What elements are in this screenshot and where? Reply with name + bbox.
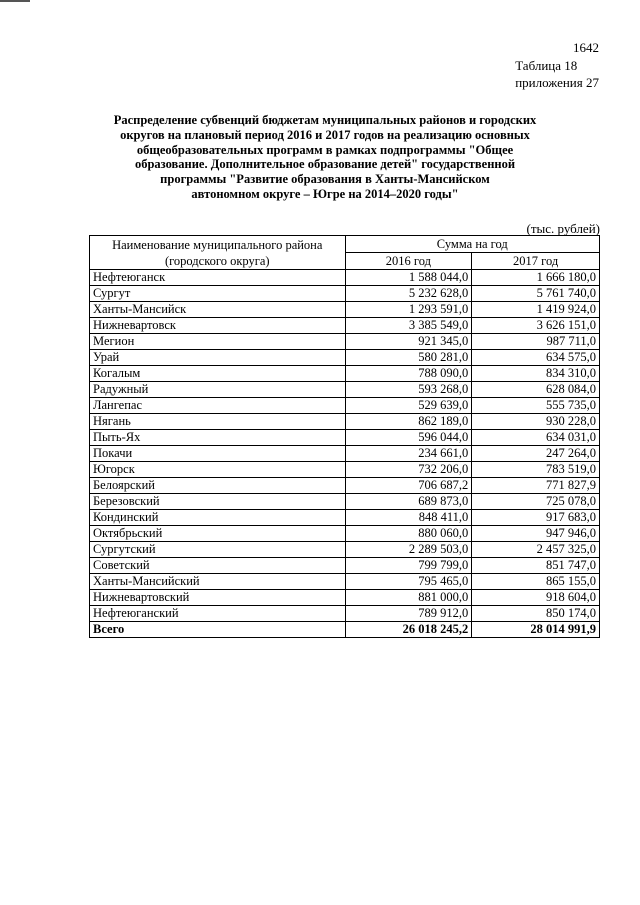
- table-row: [90, 510, 600, 526]
- table-row: [90, 318, 600, 334]
- table-label: Таблица 18: [515, 58, 578, 73]
- value-2016: 234 661,0: [345, 446, 472, 462]
- table-body: [90, 270, 600, 638]
- municipality-name: Березовский: [90, 494, 346, 510]
- value-2016: 3 385 549,0: [345, 318, 472, 334]
- municipality-name: Когалым: [90, 366, 346, 382]
- table-row: [90, 286, 600, 302]
- value-2017: 634 031,0: [472, 430, 600, 446]
- title-line: общеобразовательных программ в рамках подпрограммы "Общее: [136, 142, 514, 157]
- value-2017: 850 174,0: [472, 606, 600, 622]
- value-2016: 5 232 628,0: [345, 286, 472, 302]
- value-2016: 529 639,0: [345, 398, 472, 414]
- value-2017: 725 078,0: [472, 494, 600, 510]
- value-2017: 634 575,0: [472, 350, 600, 366]
- table-row: [90, 462, 600, 478]
- value-2016: 1 588 044,0: [345, 270, 472, 286]
- table-row: [90, 526, 600, 542]
- table-row: [90, 590, 600, 606]
- municipality-name: Радужный: [90, 382, 346, 398]
- value-2016: 881 000,0: [345, 590, 472, 606]
- value-2016: 880 060,0: [345, 526, 472, 542]
- value-2017: 628 084,0: [472, 382, 600, 398]
- value-2016: 788 090,0: [345, 366, 472, 382]
- municipality-name: Мегион: [90, 334, 346, 350]
- table-row: [90, 494, 600, 510]
- value-2016: 596 044,0: [345, 430, 472, 446]
- table-row: [90, 478, 600, 494]
- municipality-name: Пыть-Ях: [90, 430, 346, 446]
- amount-column-header: Сумма на год: [345, 236, 599, 253]
- municipality-column-header: Наименование муниципального района (городского округа): [90, 236, 346, 270]
- table-row: [90, 446, 600, 462]
- value-2017: 851 747,0: [472, 558, 600, 574]
- table-reference: [515, 57, 599, 91]
- municipality-name: Нефтеюганск: [90, 270, 346, 286]
- municipality-name: Урай: [90, 350, 346, 366]
- table-row: [90, 430, 600, 446]
- value-2016: 1 293 591,0: [345, 302, 472, 318]
- total-2016: 26 018 245,2: [345, 622, 472, 638]
- title-line: образование. Дополнительное образование детей" государственной: [134, 157, 516, 172]
- value-2016: 862 189,0: [345, 414, 472, 430]
- municipality-name: Покачи: [90, 446, 346, 462]
- municipality-name: Сургутский: [90, 542, 346, 558]
- value-2017: 2 457 325,0: [472, 542, 600, 558]
- title-line: округов на плановый период 2016 и 2017 годов на реализацию основных: [120, 127, 530, 142]
- total-row: [90, 622, 600, 638]
- municipality-name: Советский: [90, 558, 346, 574]
- value-2017: 987 711,0: [472, 334, 600, 350]
- units-label: (тыс. рублей): [526, 221, 600, 236]
- value-2017: 247 264,0: [472, 446, 600, 462]
- table-row: [90, 302, 600, 318]
- table-row: [90, 366, 600, 382]
- municipality-name: Югорск: [90, 462, 346, 478]
- table-row: [90, 334, 600, 350]
- value-2016: 580 281,0: [345, 350, 472, 366]
- value-2017: 834 310,0: [472, 366, 600, 382]
- value-2016: 2 289 503,0: [345, 542, 472, 558]
- total-2017: 28 014 991,9: [472, 622, 600, 638]
- value-2017: 947 946,0: [472, 526, 600, 542]
- municipality-name: Октябрьский: [90, 526, 346, 542]
- municipality-name: Сургут: [90, 286, 346, 302]
- table-row: [90, 270, 600, 286]
- municipality-name: Ханты-Мансийский: [90, 574, 346, 590]
- table-row: [90, 574, 600, 590]
- value-2016: 732 206,0: [345, 462, 472, 478]
- year-2017-header: 2017 год: [472, 253, 600, 270]
- municipality-name: Лангепас: [90, 398, 346, 414]
- municipality-name: Нягань: [90, 414, 346, 430]
- table-row: [90, 414, 600, 430]
- value-2016: 593 268,0: [345, 382, 472, 398]
- value-2017: 865 155,0: [472, 574, 600, 590]
- title-line: программы "Развитие образования в Ханты-Мансийском: [160, 172, 490, 187]
- municipality-name: Нижневартовский: [90, 590, 346, 606]
- value-2016: 706 687,2: [345, 478, 472, 494]
- value-2017: 930 228,0: [472, 414, 600, 430]
- table-row: [90, 606, 600, 622]
- municipality-name: Нефтеюганский: [90, 606, 346, 622]
- document-title: [90, 113, 560, 202]
- municipality-name: Ханты-Мансийск: [90, 302, 346, 318]
- value-2016: 799 799,0: [345, 558, 472, 574]
- value-2017: 783 519,0: [472, 462, 600, 478]
- table-row: [90, 558, 600, 574]
- table-row: [90, 542, 600, 558]
- value-2016: 689 873,0: [345, 494, 472, 510]
- title-line: Распределение субвенций бюджетам муниципальных районов и городских: [113, 113, 537, 127]
- table-row: [90, 382, 600, 398]
- table-row: [90, 398, 600, 414]
- title-line: автономном округе – Югре на 2014–2020 годы": [191, 186, 459, 201]
- value-2016: 795 465,0: [345, 574, 472, 590]
- table-row: [90, 350, 600, 366]
- page-number: 1642: [573, 40, 599, 55]
- value-2017: 918 604,0: [472, 590, 600, 606]
- value-2016: 848 411,0: [345, 510, 472, 526]
- value-2016: 789 912,0: [345, 606, 472, 622]
- value-2017: 1 666 180,0: [472, 270, 600, 286]
- value-2017: 3 626 151,0: [472, 318, 600, 334]
- value-2017: 771 827,9: [472, 478, 600, 494]
- value-2016: 921 345,0: [345, 334, 472, 350]
- year-2016-header: 2016 год: [345, 253, 472, 270]
- value-2017: 555 735,0: [472, 398, 600, 414]
- scan-edge-mark: [0, 0, 30, 2]
- appendix-label: приложения 27: [515, 75, 599, 90]
- value-2017: 5 761 740,0: [472, 286, 600, 302]
- municipality-name: Кондинский: [90, 510, 346, 526]
- total-label: Всего: [90, 622, 346, 638]
- value-2017: 1 419 924,0: [472, 302, 600, 318]
- value-2017: 917 683,0: [472, 510, 600, 526]
- municipality-name: Белоярский: [90, 478, 346, 494]
- municipality-name: Нижневартовск: [90, 318, 346, 334]
- subsidy-table: [89, 235, 600, 638]
